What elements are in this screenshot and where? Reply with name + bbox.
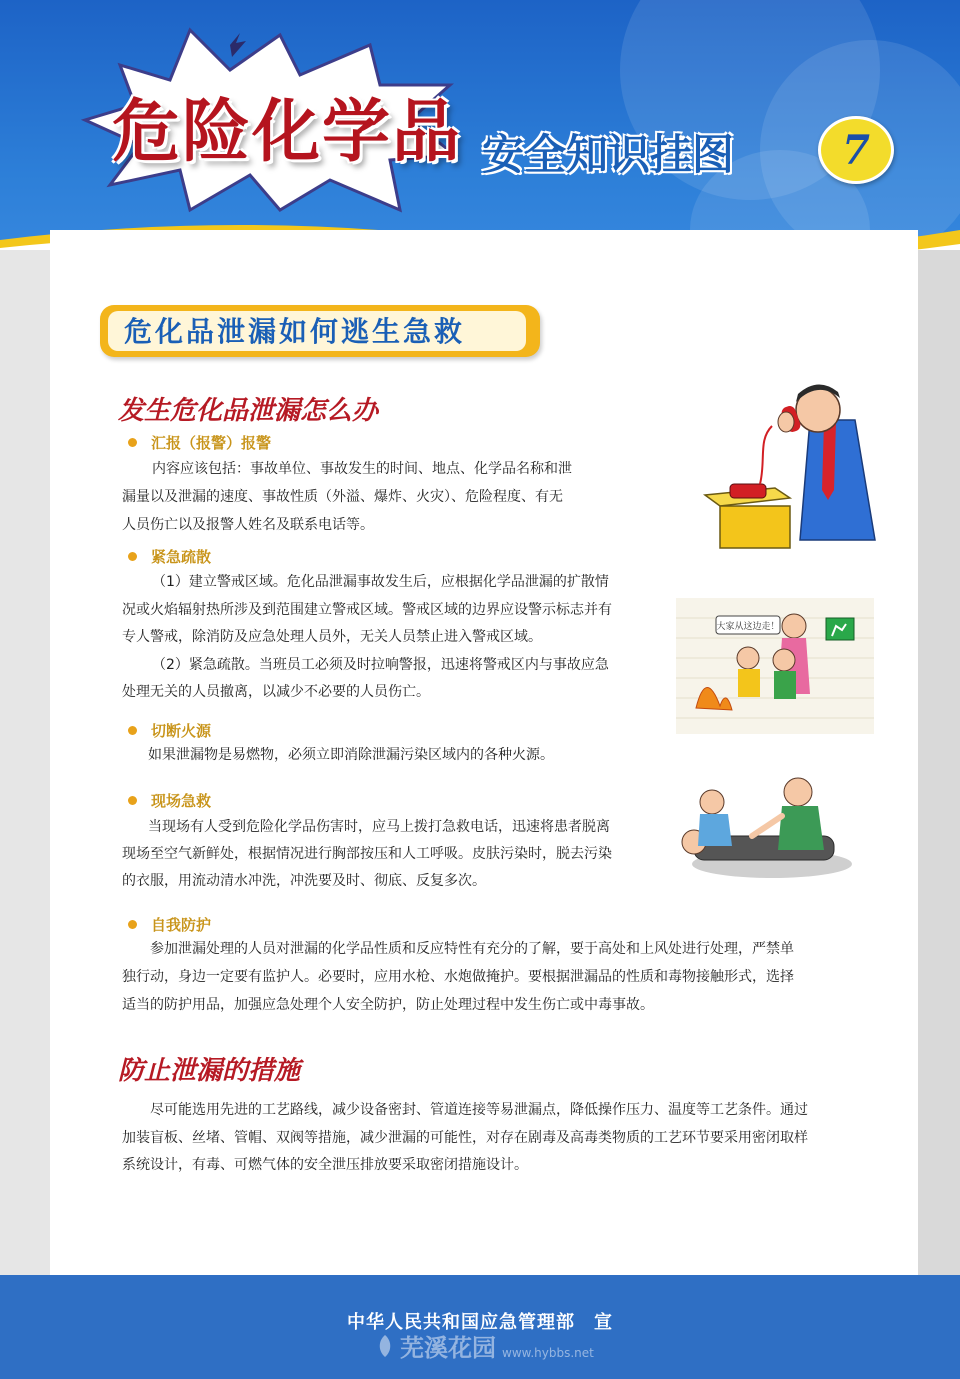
paragraph-line: 尽可能选用先进的工艺路线，减少设备密封、管道连接等易泄漏点，降低操作压力、温度等工艺条件。通过 xyxy=(150,1102,808,1118)
item-head-label: 现场急救 xyxy=(151,792,212,810)
paragraph-line: 人员伤亡以及报警人姓名及联系电话等。 xyxy=(122,517,374,533)
paragraph-line: 的衣服，用流动清水冲洗，冲洗要及时、彻底、反复多次。 xyxy=(122,873,486,889)
item-head-label: 汇报（报警）报警 xyxy=(151,434,272,452)
paragraph-line: 现场至空气新鲜处，根据情况进行胸部按压和人工呼吸。皮肤污染时，脱去污染 xyxy=(122,846,612,862)
item-head-label: 切断火源 xyxy=(151,722,212,740)
poster-number-badge: 7 xyxy=(818,116,894,184)
phone-call-illustration xyxy=(700,380,880,550)
section1-title: 发生危化品泄漏怎么办 xyxy=(118,396,379,426)
paragraph-line: 如果泄漏物是易燃物，必须立即消除泄漏污染区域内的各种火源。 xyxy=(148,747,554,763)
item-head-evacuate xyxy=(128,546,211,567)
paragraph-line: 加装盲板、丝堵、管帽、双阀等措施，减少泄漏的可能性，对存在剧毒及高毒类物质的工艺环节要采用密闭取样 xyxy=(122,1130,808,1146)
paragraph-line: （2）紧急疏散。当班员工必须及时拉响警报，迅速将警戒区内与事故应急 xyxy=(152,657,609,673)
section2-title: 防止泄漏的措施 xyxy=(118,1056,301,1086)
section-banner xyxy=(100,305,540,357)
paragraph-line: （1）建立警戒区域。危化品泄漏事故发生后，应根据化学品泄漏的扩散情 xyxy=(152,574,609,590)
item-head-self-protect xyxy=(128,914,211,935)
bullet-dot-icon xyxy=(128,920,137,929)
paragraph-line: 处理无关的人员撤离，以减少不必要的人员伤亡。 xyxy=(122,684,430,700)
paragraph-line: 当现场有人受到危险化学品伤害时，应马上拨打急救电话，迅速将患者脱离 xyxy=(148,819,610,835)
paragraph-line: 适当的防护用品，加强应急处理个人安全防护，防止处理过程中发生伤亡或中毒事故。 xyxy=(122,997,654,1013)
poster-subtitle: 安全知识挂图 xyxy=(482,130,735,179)
paragraph-line: 况或火焰辐射热所涉及到范围建立警戒区域。警戒区域的边界应设警示标志并有 xyxy=(122,602,612,618)
first-aid-illustration xyxy=(672,772,872,892)
watermark-url: www.hybbs.net xyxy=(502,1345,594,1360)
paragraph-line: 内容应该包括：事故单位、事故发生的时间、地点、化学品名称和泄 xyxy=(152,461,572,477)
item-head-cut-fire xyxy=(128,720,211,741)
watermark-text: 芜溪花园 xyxy=(400,1334,496,1362)
evacuation-sign-text: 大家从这边走！ xyxy=(716,622,780,632)
paragraph-line: 独行动，身边一定要有监护人。必要时，应用水枪、水炮做掩护。要根据泄漏品的性质和毒物接触形式，选择 xyxy=(122,969,794,985)
footer-publisher: 中华人民共和国应急管理部 宣 xyxy=(347,1312,613,1333)
paragraph-line: 专人警戒，除消防及应急处理人员外，无关人员禁止进入警戒区域。 xyxy=(122,629,542,645)
item-head-label: 紧急疏散 xyxy=(151,548,212,566)
section-banner-text: 危化品泄漏如何逃生急救 xyxy=(124,315,466,348)
evacuation-illustration xyxy=(676,598,874,734)
poster-title: 危险化学品 xyxy=(112,93,463,172)
watermark xyxy=(370,1328,594,1363)
bullet-dot-icon xyxy=(128,438,137,447)
paragraph-line: 参加泄漏处理的人员对泄漏的化学品性质和反应特性有充分的了解，要于高处和上风处进行处理，严禁单 xyxy=(150,941,794,957)
paragraph-line: 系统设计，有毒、可燃气体的安全泄压排放要采取密闭措施设计。 xyxy=(122,1157,528,1173)
bullet-dot-icon xyxy=(128,552,137,561)
left-margin-band xyxy=(0,250,50,1275)
item-head-label: 自我防护 xyxy=(151,916,212,934)
item-head-report xyxy=(128,432,271,453)
paragraph-line: 漏量以及泄漏的速度、事故性质（外溢、爆炸、火灾）、危险程度、有无 xyxy=(122,489,563,505)
watermark-logo-icon xyxy=(370,1331,400,1361)
item-head-first-aid xyxy=(128,790,211,811)
bullet-dot-icon xyxy=(128,796,137,805)
right-margin-band xyxy=(918,250,960,1275)
bullet-dot-icon xyxy=(128,726,137,735)
